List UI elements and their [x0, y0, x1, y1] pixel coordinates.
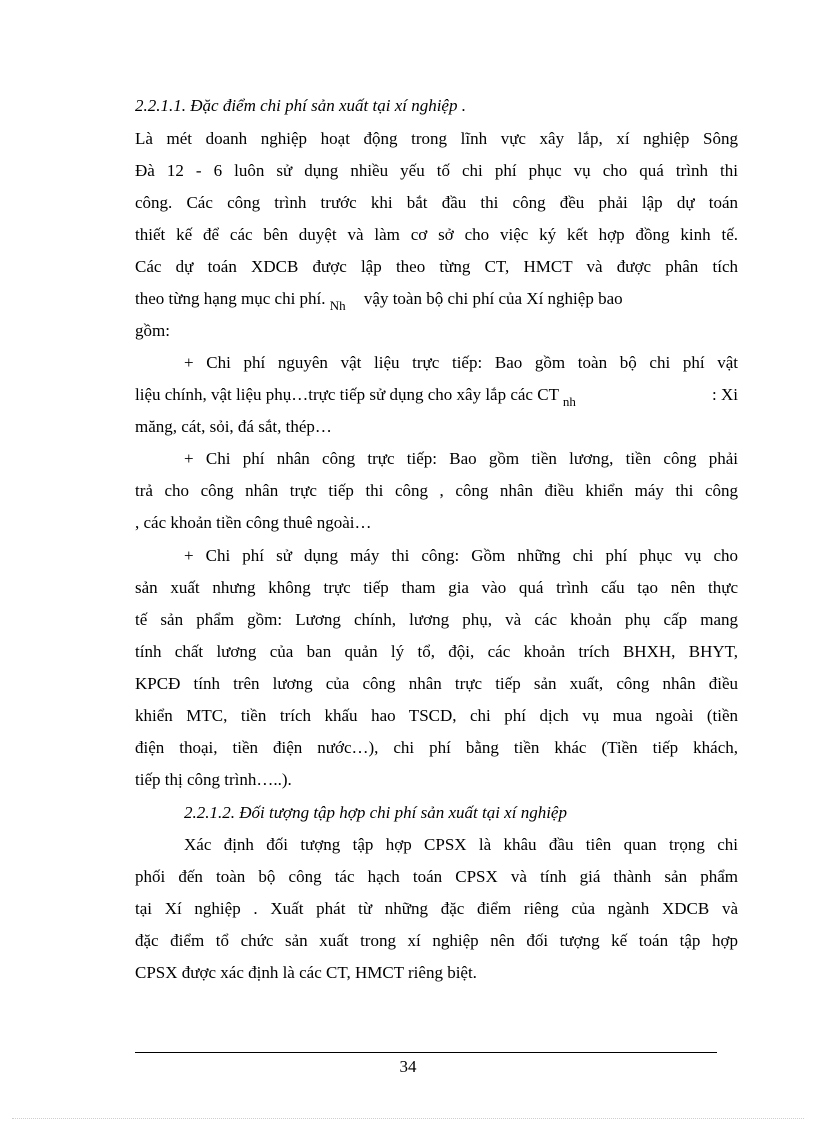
paragraph-line: tiếp thị công trình…..). — [135, 770, 292, 789]
paragraph-line: Các dự toán XDCB được lập theo từng CT, HMCT và được phân tích — [135, 257, 738, 276]
paragraph-line: tại Xí nghiệp . Xuất phát từ những đặc điểm riêng của ngành XDCB và — [135, 899, 738, 918]
paragraph-line — [135, 383, 738, 408]
text-run: vậy toàn bộ chi phí của Xí nghiệp bao — [363, 289, 623, 308]
paragraph-line: thiết kế để các bên duyệt và làm cơ sở cho việc ký kết hợp đồng kinh tế. — [135, 225, 738, 244]
paragraph-line: tính chất lương của ban quản lý tổ, đội, các khoản trích BHXH, BHYT, — [135, 642, 738, 661]
text-run: theo từng hạng mục chi phí. — [135, 289, 326, 308]
paragraph-line: CPSX được xác định là các CT, HMCT riêng biệt. — [135, 963, 477, 982]
paragraph-line: Đà 12 - 6 luôn sử dụng nhiều yếu tố chi phí phục vụ cho quá trình thi — [135, 161, 738, 180]
section-heading-2-2-1-1: 2.2.1.1. Đặc điểm chi phí sản xuất tại xí nghiệp . — [135, 96, 466, 115]
page-number: 34 — [399, 1057, 417, 1076]
paragraph-line: gồm: — [135, 321, 170, 340]
paragraph-line: tế sản phẩm gồm: Lương chính, lương phụ, và các khoản phụ cấp mang — [135, 610, 738, 629]
paragraph-line: Xác định đối tượng tập hợp CPSX là khâu đầu tiên quan trọng chi — [184, 835, 738, 854]
paragraph-line — [135, 287, 623, 312]
paragraph-line: phối đến toàn bộ công tác hạch toán CPSX và tính giá thành sản phẩm — [135, 867, 738, 886]
paragraph-line: Là mét doanh nghiệp hoạt động trong lĩnh vực xây lắp, xí nghiệp Sông — [135, 129, 738, 148]
paragraph-line: + Chi phí sử dụng máy thi công: Gồm những chi phí phục vụ cho — [184, 546, 738, 565]
paragraph-line: sản xuất nhưng không trực tiếp tham gia vào quá trình cấu tạo nên thực — [135, 578, 738, 597]
paragraph-line: , các khoản tiền công thuê ngoài… — [135, 513, 372, 532]
paragraph-line: đặc điểm tổ chức sản xuất trong xí nghiệp nên đối tượng kế toán tập hợp — [135, 931, 738, 950]
paragraph-line: trả cho công nhân trực tiếp thi công , công nhân điều khiển máy thi công — [135, 481, 738, 500]
paragraph-line: công. Các công trình trước khi bắt đầu thi công đều phải lập dự toán — [135, 193, 738, 212]
paragraph-line: KPCĐ tính trên lương của công nhân trực tiếp sản xuất, công nhân điều — [135, 674, 738, 693]
text-run-small: nh — [562, 394, 576, 409]
footer-rule — [135, 1052, 717, 1053]
page-edge-divider — [12, 1118, 804, 1119]
text-run: : Xi — [712, 385, 738, 404]
paragraph-line: điện thoại, tiền điện nước…), chi phí bằng tiền khác (Tiền tiếp khách, — [135, 738, 738, 757]
paragraph-line: + Chi phí nguyên vật liệu trực tiếp: Bao gồm toàn bộ chi phí vật — [184, 353, 738, 372]
text-run-small: Nh — [329, 298, 346, 313]
paragraph-line: măng, cát, sỏi, đá sắt, thép… — [135, 417, 332, 436]
paragraph-line: + Chi phí nhân công trực tiếp: Bao gồm tiền lương, tiền công phải — [184, 449, 738, 468]
text-run: liệu chính, vật liệu phụ…trực tiếp sử dụng cho xây lắp các CT — [135, 385, 559, 404]
section-heading-2-2-1-2: 2.2.1.2. Đối tượng tập hợp chi phí sản xuất tại xí nghiệp — [184, 803, 567, 822]
paragraph-line: khiển MTC, tiền trích khấu hao TSCD, chi phí dịch vụ mua ngoài (tiền — [135, 706, 738, 725]
